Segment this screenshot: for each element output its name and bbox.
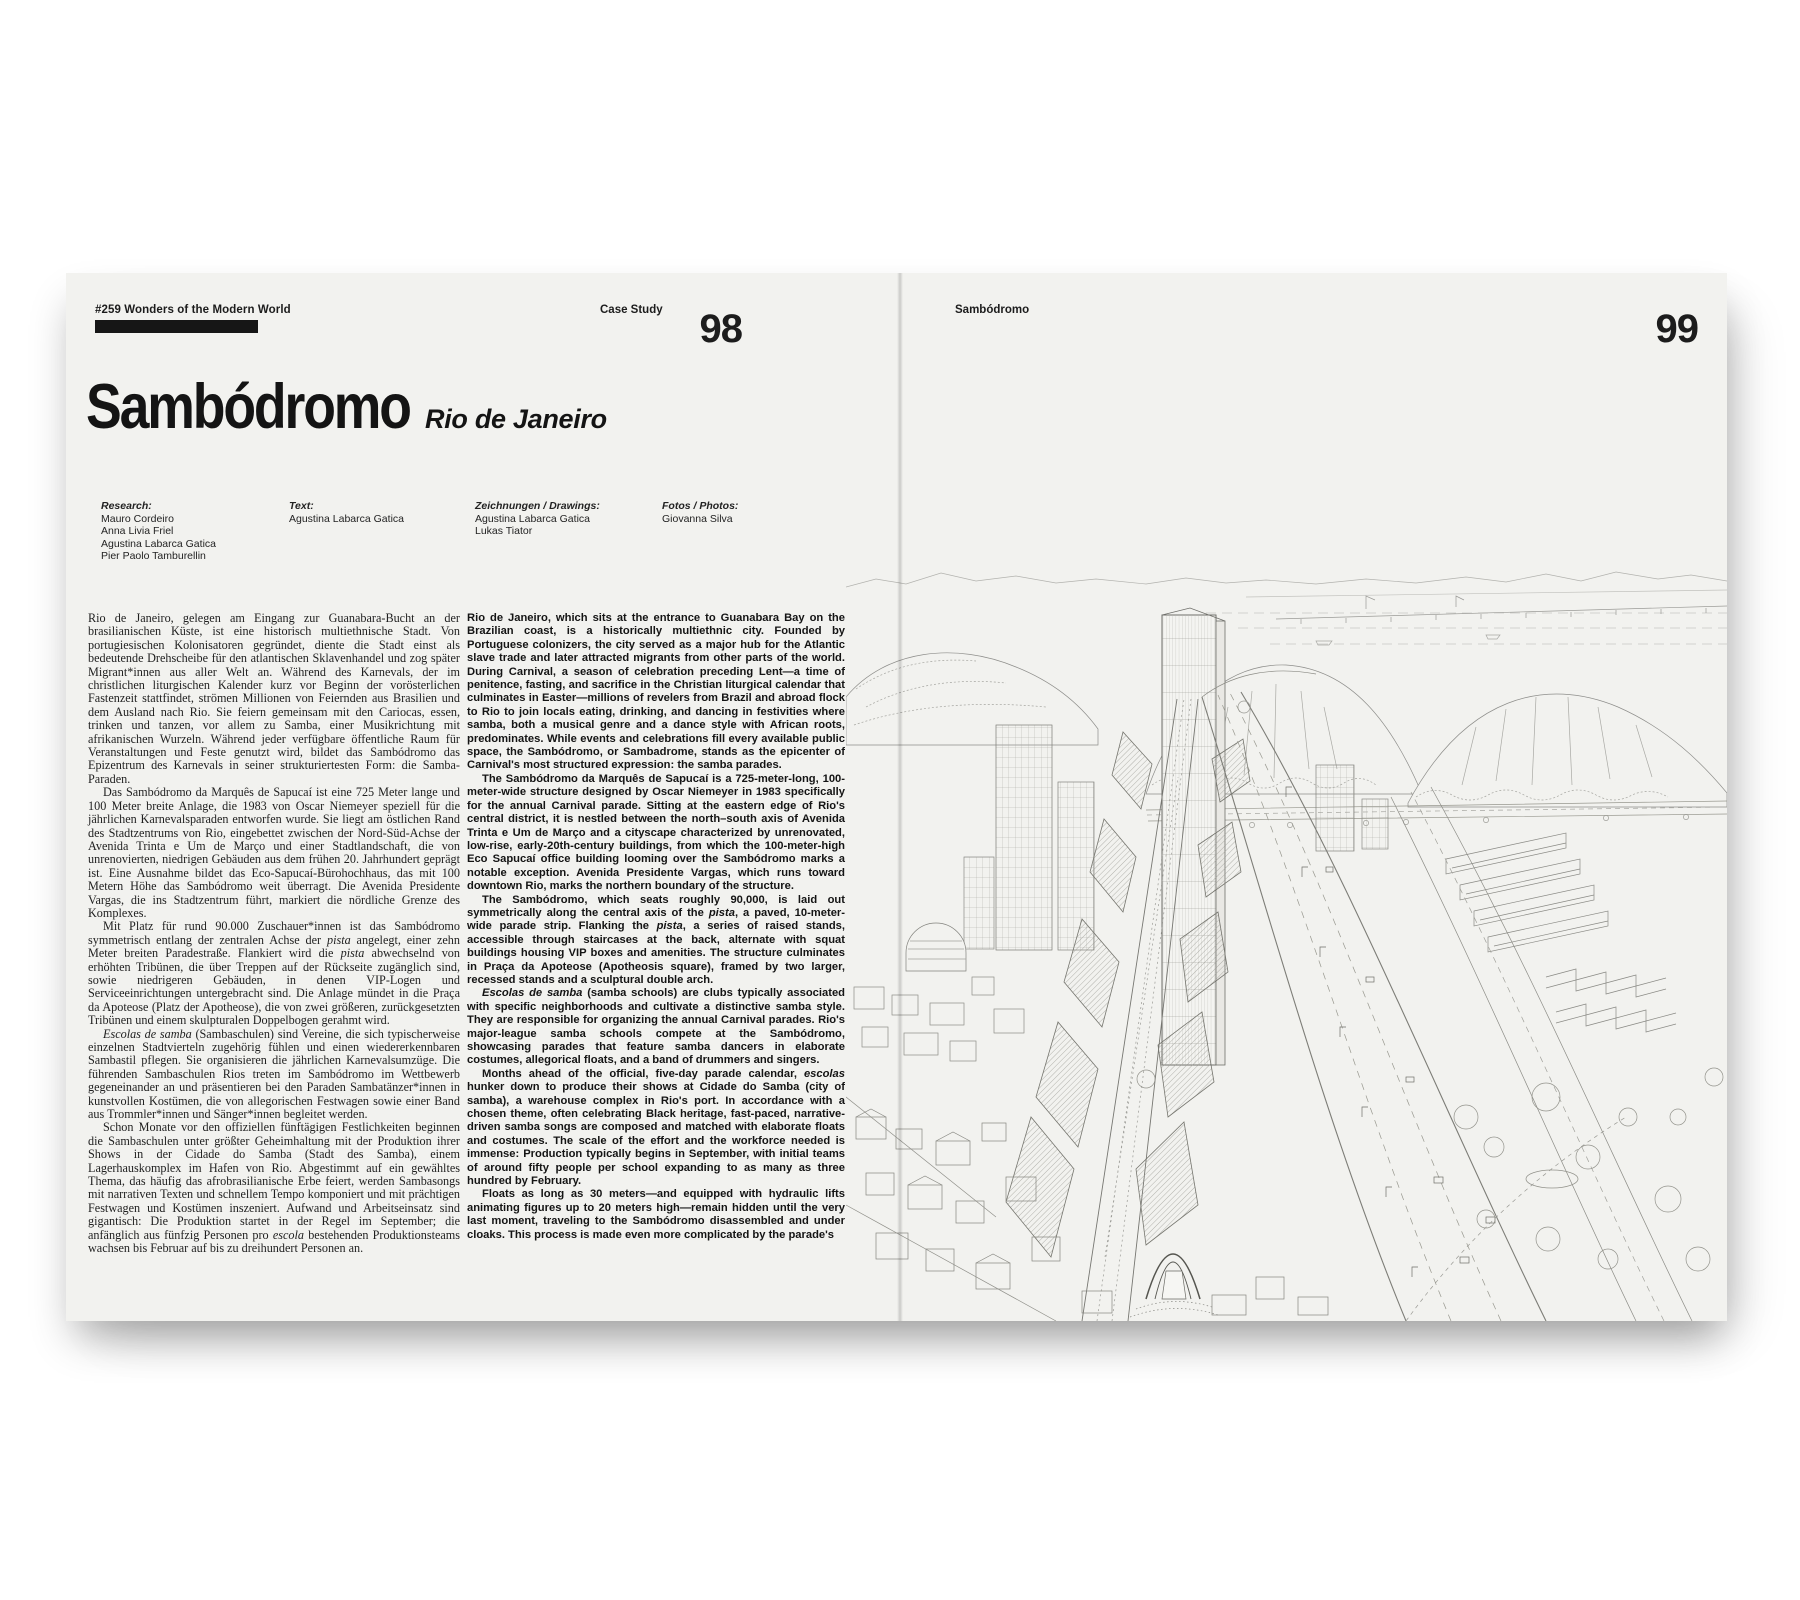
credit-column: [662, 500, 738, 525]
sambodromo-aerial-drawing: [846, 557, 1727, 1321]
credit-name: Giovanna Silva: [662, 512, 733, 525]
credit-label: Fotos / Photos:: [662, 500, 739, 512]
page-fold: [897, 273, 903, 1321]
body-paragraph: Floats as long as 30 meters—and equipped with hydraulic lifts animating figures up to 20 meters high—remain hidden until the very last moment, traveling to the Sambódromo disassembled and under cloaks. This process is made even more complicated by the parade's: [467, 1188, 845, 1241]
magazine-spread: [66, 273, 1727, 1321]
credit-name: Mauro Cordeiro: [101, 512, 174, 525]
page-number-right: 99: [1655, 307, 1698, 351]
credit-name: Agustina Labarca Gatica: [289, 512, 404, 525]
credits-block: [66, 500, 866, 580]
credit-label: Text:: [289, 500, 314, 512]
body-paragraph: The Sambódromo da Marquês de Sapucaí is a 725-meter-long, 100-meter-wide structure designed by Oscar Niemeyer in 1983 specifically for the annual Carnival parade. Sitting at the eastern edge of Rio's central district, it is nestled between the north–south axis of Avenida Trinta e Um de Março and a cityscape characterized by unrenovated, low-rise, early-20th-century buildings, from which the 100-meter-high Eco Sapucaí office building looming over the Sambódromo marks a notable exception. Avenida Presidente Vargas, which runs toward downtown Rio, marks the northern boundary of the structure.: [467, 772, 845, 893]
english-column: [467, 612, 845, 1242]
credit-label: Research:: [101, 500, 152, 512]
credit-name: Pier Paolo Tamburellin: [101, 550, 206, 563]
body-paragraph: Das Sambódromo da Marquês de Sapucaí ist eine 725 Meter lange und 100 Meter breite Anlage, die 1983 von Oscar Niemeyer speziell für die jährlichen Karnevalsparaden entworfen wurde. Sie liegt am östlichen Rand des Stadtzentrums von Rio, eingebettet zwischen der Nord-Süd-Achse der Avenida Trinta e Um de Março und einer Stadtlandschaft, die von unrenovierten, niedrigen Gebäuden aus dem frühen 20. Jahrhundert geprägt ist. Eine Ausnahme bildet das Eco-Sapucaí-Bürohochhaus, das mit 100 Metern Höhe das Sambódromo weit überragt. Die Avenida Presidente Vargas, die ins Stadtzentrum führt, markiert die nördliche Grenze des Komplexes.: [88, 785, 460, 920]
credit-name: Anna Livia Friel: [101, 525, 174, 538]
german-column: [88, 612, 460, 1256]
body-paragraph: Rio de Janeiro, which sits at the entrance to Guanabara Bay on the Brazilian coast, is a historically multiethnic city. Founded by Portuguese colonizers, the city served as a major hub for the Atlantic slave trade and later attracted migrants from other parts of the world. During Carnival, a season of celebration preceding Lent—a time of penitence, fasting, and sacrifice in the Christian liturgical calendar that culminates in Easter—millions of revelers from Brazil and abroad flock to Rio to join locals eating, drinking, and dancing in festivities where samba, both a musical genre and a dance style with African roots, predominates. While events and celebrations fill every available public space, the Sambódromo, or Sambadrome, stands as the epicenter of Carnival's most structured expression: the samba parades.: [467, 612, 845, 772]
header-black-bar: [95, 320, 258, 333]
credit-name: Agustina Labarca Gatica: [475, 512, 590, 525]
body-paragraph: Mit Platz für rund 90.000 Zuschauer*innen ist das Sambódromo symmetrisch entlang der zentralen Achse der pista angelegt, einer zehn Meter breiten Paradestraße. Flankiert wird die pista abwechselnd von erhöhten Tribünen, die über Treppen auf der Rückseite zugänglich sind, sowie niedrigeren Gebäuden, in denen VIP-Logen und Serviceeinrichtungen untergebracht sind. Die Anlage mündet in die Praça da Apoteose (Platz der Apotheose), die von zwei größeren, zurückgesetzten Tribünen und einem skulpturalen Doppelbogen gerahmt wird.: [88, 919, 460, 1028]
credit-column: [289, 500, 404, 525]
body-paragraph: The Sambódromo, which seats roughly 90,000, is laid out symmetrically along the central axis of the pista, a paved, 10-meter-wide parade strip. Flanking the pista, a series of raised stands, accessible through staircases at the back, alternate with squat buildings housing VIP boxes and amenities. The structure culminates in Praça da Apoteose (Apotheosis square), framed by two larger, recessed stands and a sculptural double arch.: [467, 893, 845, 986]
article-title: Sambódromo: [86, 372, 410, 442]
body-paragraph: Rio de Janeiro, gelegen am Eingang zur Guanabara-Bucht an der brasilianischen Küste, ist eine historisch multiethnische Stadt. Von portugiesischen Kolonisatoren gegründet, diente die Stadt einst als bedeutende Drehscheibe für den atlantischen Sklavenhandel und zog später Migrant*innen aus aller Welt an. Während des Karnevals, der im christlichen liturgischen Kalender kurz vor Beginn der vorösterlichen Fastenzeit stattfindet, strömen Millionen von Feiernden aus Brasilien und dem Ausland nach Rio. Sie feiern gemeinsam mit den Cariocas, essen, trinken und tanzen, vor allem zu Samba, einer Musikrichtung mit afrikanischen Wurzeln. Während jeder verfügbare öffentliche Raum für Veranstaltungen und Feste genutzt wird, bildet das Sambódromo das Epizentrum des Karnevals in seiner strukturiertesten Form: die Samba-Paraden.: [88, 611, 460, 786]
section-label: Case Study: [600, 304, 663, 316]
issue-eyebrow: #259 Wonders of the Modern World: [95, 304, 291, 316]
drawing-lines: [846, 572, 1727, 1321]
credit-column: [475, 500, 600, 538]
credit-name: Agustina Labarca Gatica: [101, 537, 216, 550]
body-paragraph: Months ahead of the official, five-day parade calendar, escolas hunker down to produce their shows at Cidade do Samba (city of samba), a warehouse complex in Rio's port. In accordance with a chosen theme, often celebrating Black heritage, fast-paced, narrative-driven samba songs are composed and matched with elaborate floats and costumes. The scale of the effort and the workforce needed is immense: Production typically begins in September, with initial teams of around fifty people per school expanding to as many as three hundred by February.: [467, 1067, 845, 1188]
running-head-right: Sambódromo: [955, 304, 1030, 316]
article-title-row: [86, 371, 607, 443]
article-subtitle: Rio de Janeiro: [425, 404, 607, 434]
credit-column: [101, 500, 216, 563]
body-paragraph: Escolas de samba (Sambaschulen) sind Vereine, die sich typischerweise einzelnen Stadtvierteln zugehörig fühlen und einen wiedererkennbaren Sambastil pflegen. Sie organisieren die jährlichen Karnevalsumzüge. Die führenden Sambaschulen Rios treten im Sambódromo im Wettbewerb gegeneinander an und präsentieren bei den Paraden Sambatänzer*innen in kunstvollen Kostümen, die von allegorischen Festwagen sowie einer Band aus Trommler*innen und Sänger*innen begleitet werden.: [88, 1026, 460, 1122]
page-number-left: 98: [699, 307, 742, 351]
credit-label: Zeichnungen / Drawings:: [475, 500, 600, 512]
body-paragraph: Escolas de samba (samba schools) are clubs typically associated with specific neighborhoods and cultivate a distinctive samba style. They are responsible for organizing the annual Carnival parades. Rio's major-league samba schools compete at the Sambódromo, showcasing parades that feature samba dancers in elaborate costumes, allegorical floats, and a band of drummers and singers.: [467, 987, 845, 1067]
credit-name: Lukas Tiator: [475, 525, 533, 538]
body-paragraph: Schon Monate vor den offiziellen fünftägigen Festlichkeiten beginnen die Sambaschulen unter größter Geheimhaltung mit der Produktion ihrer Shows in der Cidade do Samba (Stadt des Samba), einem Lagerhauskomplex im Hafen von Rio. Abgestimmt auf ein gewähltes Thema, das häufig das afrobrasilianische Erbe feiert, werden Sambasongs mit narrativen Texten und schnellem Tempo komponiert und mit prächtigen Festwagen und Kostümen inszeniert. Aufwand und Arbeitseinsatz sind gigantisch: Die Produktion startet in der Regel im September; die anfänglich aus fünfzig Personen pro escola bestehenden Produktionsteams wachsen bis Februar auf bis zu dreihundert Personen an.: [88, 1120, 460, 1256]
